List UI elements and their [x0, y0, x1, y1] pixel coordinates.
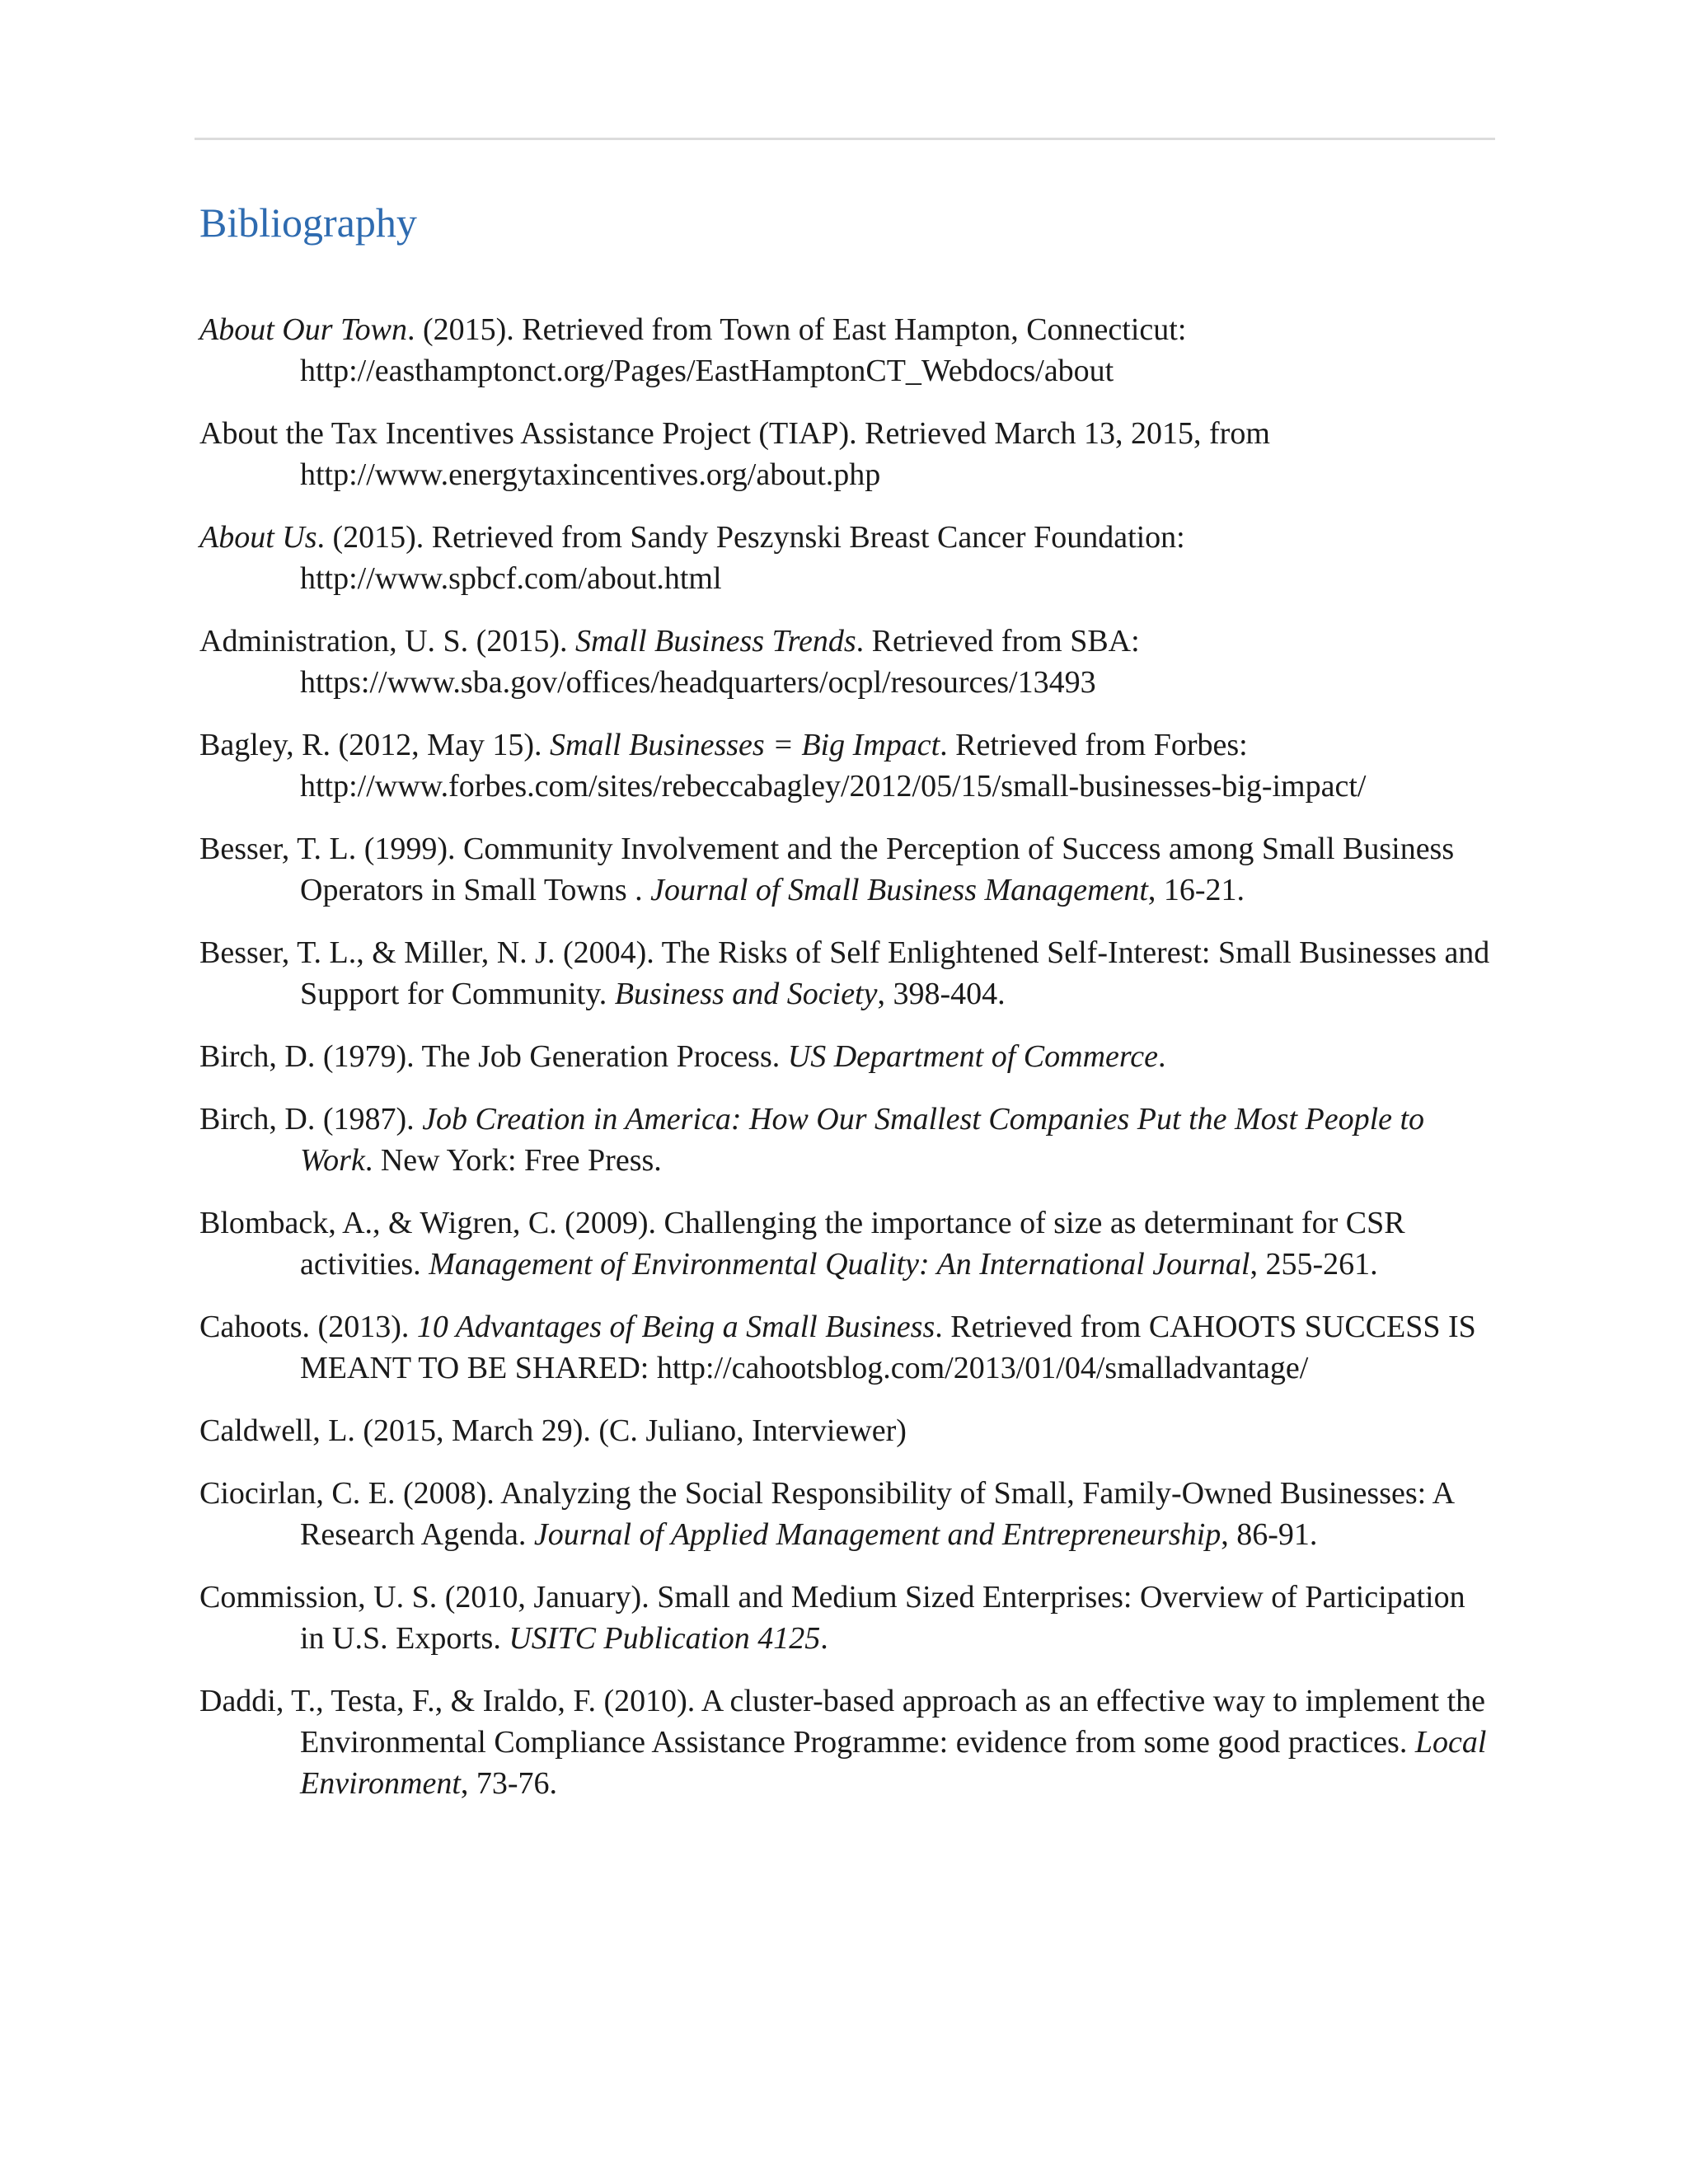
- entry-title: Job Creation in America: How Our Smallest Companies Put the Most People to Work: [300, 1102, 1425, 1178]
- entry-title: Management of Environmental Quality: An International Journal: [429, 1247, 1250, 1282]
- bibliography-entry: [199, 1306, 1495, 1389]
- header-rule: [195, 138, 1495, 140]
- entry-title: US Department of Commerce: [787, 1039, 1158, 1074]
- entry-tail: , 73-76.: [460, 1766, 558, 1801]
- bibliography-entry: [199, 1577, 1495, 1659]
- entry-lead: Birch, D. (1987).: [199, 1102, 423, 1137]
- bibliography-entry: [199, 932, 1495, 1015]
- entry-tail: . New York: Free Press.: [364, 1143, 662, 1178]
- entry-title: About Us: [199, 520, 317, 555]
- entry-tail: . Retrieved from CAHOOTS SUCCESS IS MEANT TO BE SHARED: http://cahootsblog.com/2013/01/04/smalladvantage/: [300, 1310, 1476, 1385]
- entry-lead: Daddi, T., Testa, F., & Iraldo, F. (2010). A cluster-based approach as an effective way to implement the Environmental Compliance Assistance Programme: evidence from some good practices.: [199, 1684, 1486, 1760]
- bibliography-entry: [199, 413, 1495, 495]
- entry-tail: . (2015). Retrieved from Town of East Hampton, Connecticut: http://easthamptonct.org/Pages/EastHamptonCT_Webdocs/about: [300, 312, 1187, 388]
- entry-title: 10 Advantages of Being a Small Business: [416, 1310, 935, 1344]
- entry-tail: , 255-261.: [1250, 1247, 1378, 1282]
- entry-tail: . Retrieved from Forbes: http://www.forbes.com/sites/rebeccabagley/2012/05/15/small-businesses-big-impact/: [300, 728, 1367, 804]
- bibliography-entry: [199, 1036, 1495, 1077]
- entry-title: Small Business Trends: [574, 624, 856, 658]
- entry-title: Journal of Applied Management and Entrepreneurship: [533, 1517, 1221, 1552]
- bibliography-entry: [199, 621, 1495, 703]
- entry-tail: . (2015). Retrieved from Sandy Peszynski Breast Cancer Foundation: http://www.spbcf.com/about.html: [300, 520, 1185, 596]
- bibliography-entry: [199, 309, 1495, 391]
- entry-lead: Ciocirlan, C. E. (2008). Analyzing the Social Responsibility of Small, Family-Owned Businesses: A Research Agenda.: [199, 1476, 1453, 1552]
- entry-title: Local Environment: [300, 1725, 1487, 1801]
- bibliography-heading: Bibliography: [199, 199, 417, 246]
- entry-lead: Birch, D. (1979). The Job Generation Process.: [199, 1039, 788, 1074]
- bibliography-entry: [199, 1202, 1495, 1285]
- entry-lead: Caldwell, L. (2015, March 29). (C. Juliano, Interviewer): [199, 1413, 907, 1448]
- bibliography-entry: [199, 1473, 1495, 1555]
- entry-title: Journal of Small Business Management: [650, 873, 1148, 907]
- entry-lead: Besser, T. L. (1999). Community Involvement and the Perception of Success among Small Business Operators in Small Towns .: [199, 832, 1455, 907]
- entry-tail: .: [1158, 1039, 1166, 1074]
- entry-title: Small Businesses = Big Impact: [549, 728, 940, 762]
- entry-lead: Administration, U. S. (2015).: [199, 624, 575, 658]
- entry-tail: . Retrieved from SBA: https://www.sba.gov/offices/headquarters/ocpl/resources/13493: [300, 624, 1140, 700]
- bibliography-entry: [199, 1680, 1495, 1804]
- entry-tail: , 86-91.: [1221, 1517, 1318, 1552]
- entry-tail: , 16-21.: [1147, 873, 1245, 907]
- entry-lead: Cahoots. (2013).: [199, 1310, 417, 1344]
- bibliography-entry: [199, 1099, 1495, 1181]
- entry-lead: Commission, U. S. (2010, January). Small and Medium Sized Enterprises: Overview of Participation in U.S. Exports.: [199, 1580, 1465, 1656]
- bibliography-entry: [199, 517, 1495, 599]
- entry-title: USITC Publication 4125: [509, 1621, 821, 1656]
- entry-lead: About the Tax Incentives Assistance Project (TIAP). Retrieved March 13, 2015, from http://www.energytaxincentives.org/about.php: [199, 416, 1270, 492]
- entry-tail: .: [820, 1621, 828, 1656]
- bibliography-entry: [199, 724, 1495, 807]
- entry-title: About Our Town: [199, 312, 407, 347]
- bibliography-list: [199, 309, 1495, 1825]
- entry-tail: , 398-404.: [877, 977, 1006, 1011]
- entry-title: Business and Society: [614, 977, 878, 1011]
- entry-lead: Besser, T. L., & Miller, N. J. (2004). The Risks of Self Enlightened Self-Interest: Small Businesses and Support for Community.: [199, 935, 1490, 1011]
- bibliography-entry: [199, 1410, 1495, 1451]
- entry-lead: Bagley, R. (2012, May 15).: [199, 728, 550, 762]
- bibliography-entry: [199, 828, 1495, 911]
- entry-lead: Blomback, A., & Wigren, C. (2009). Challenging the importance of size as determinant for CSR activities.: [199, 1206, 1405, 1282]
